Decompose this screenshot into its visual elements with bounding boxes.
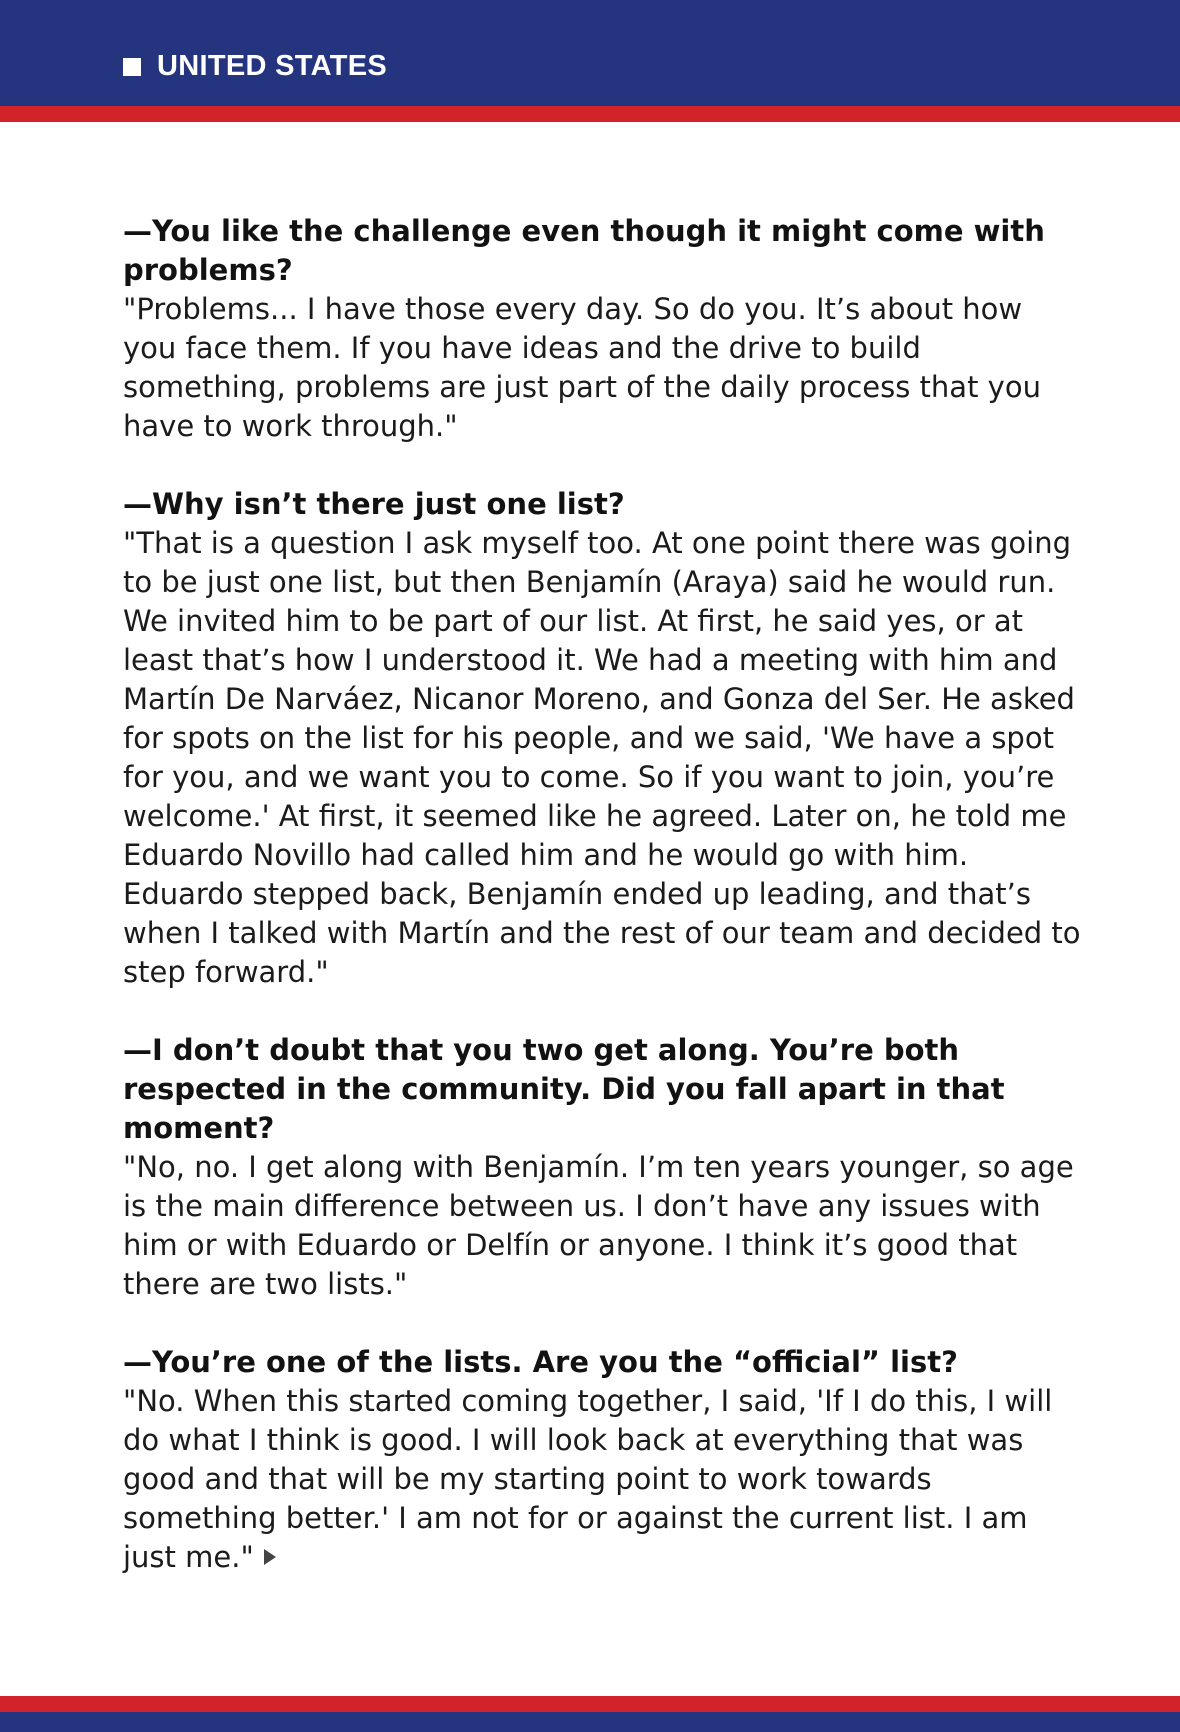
question: —Why isn’t there just one list? (123, 487, 625, 521)
question: —I don’t doubt that you two get along. You’re both respected in the community. Did you fall apart in that moment? (123, 1033, 1005, 1145)
question: —You like the challenge even though it might come with problems? (123, 214, 1045, 287)
qa-block (123, 1031, 1083, 1304)
footer-stripe (0, 1696, 1180, 1712)
answer: "Problems... I have those every day. So do you. It’s about how you face them. If you have ideas and the drive to build something, problems are just part of the daily process that you have to work through." (123, 292, 1041, 443)
interview-body (123, 212, 1083, 1616)
section-label-text: UNITED STATES (157, 50, 387, 82)
answer: "No, no. I get along with Benjamín. I’m ten years younger, so age is the main difference between us. I don’t have any issues with him or with Eduardo or Delfín or anyone. I think it’s good that there are two lists." (123, 1150, 1074, 1301)
question: —You’re one of the lists. Are you the “official” list? (123, 1345, 958, 1379)
qa-block (123, 212, 1083, 446)
header-stripe (0, 106, 1180, 122)
footer-band (0, 1712, 1180, 1732)
qa-block (123, 1343, 1083, 1577)
answer-final (123, 1382, 1083, 1577)
answer: "That is a question I ask myself too. At one point there was going to be just one list, but then Benjamín (Araya) said he would run. We invited him to be part of our list. At first, he said yes, or at least that’s how I understood it. We had a meeting with him and Martín De Narváez, Nicanor Moreno, and Gonza del Ser. He asked for spots on the list for his people, and we said, 'We have a spot for you, and we want you to come. So if you want to join, you’re welcome.' At first, it seemed like he agreed. Later on, he told me Eduardo Novillo had called him and he would go with him. Eduardo stepped back, Benjamín ended up leading, and that’s when I talked with Martín and the rest of our team and decided to step forward." (123, 526, 1081, 989)
answer-text: "No. When this started coming together, I said, 'If I do this, I will do what I think is good. I will look back at everything that was good and that will be my starting point to work towards something better.' I am not for or against the current list. I am just me." (123, 1384, 1053, 1574)
triangle-right-icon (264, 1549, 276, 1565)
section-label (123, 50, 387, 83)
square-icon (123, 58, 141, 76)
qa-block (123, 485, 1083, 992)
